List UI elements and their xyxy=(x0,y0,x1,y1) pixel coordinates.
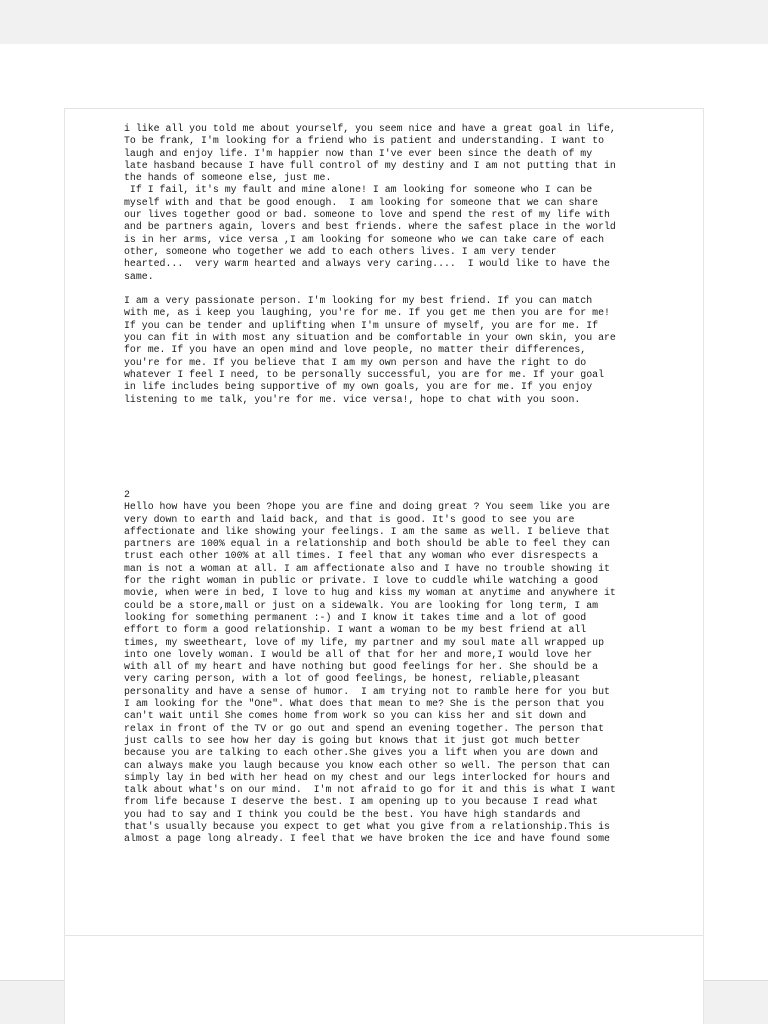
message-text-block-1: i like all you told me about yourself, you seem nice and have a great goal in life, To be frank, I'm looking for a friend who is patient and understanding. I want to laugh and enjoy life. I'm happier now than I've ever been since the death of my late hasband because I have full control of my destiny and I am not putting that in the hands of someone else, just me. If I fail, it's my fault and mine alone! I am looking for someone who I can be myself with and that be good enough. I am looking for someone that we can share our lives together good or bad. someone to love and spend the rest of my life with and be partners again, lovers and best friends. where the safest place in the world is in her arms, vice versa ,I am looking for someone who we can take care of each other, someone who together we add to each others lives. I am very tender hearted... very warm hearted and always very caring.... I would like to have the same. I am a very passionate person. I'm looking for my best friend. If you can match with me, as i keep you laughing, you're for me. If you get me then you are for me! If you can be tender and uplifting when I'm unsure of myself, you are for me. If you can fit in with most any situation and be comfortable in your own skin, you are for me. If you have an open mind and love people, no matter their differences, you're for me. If you believe that I am my own person and have the right to do whatever I feel I need, to be personally successful, you are for me. If your goal in life includes being supportive of my own goals, you are for me. If you enjoy listening to me talk, you're for me. vice versa!, hope to chat with you soon. xyxy=(124,123,616,405)
viewer-top-margin xyxy=(0,0,768,45)
message-text-block-2: 2 Hello how have you been ?hope you are fine and doing great ? You seem like you are very down to earth and laid back, and that is good. It's good to see you are affectionate and like showing your feelings. I am the same as well. I believe that partners are 100% equal in a relationship and both should be able to feel they can trust each other 100% at all times. I feel that any woman who ever disrespects a man is not a woman at all. I am affectionate also and I have no trouble showing it for the right woman in public or private. I love to cuddle while watching a good movie, when were in bed, I love to hug and kiss my woman at anytime and anywhere it could be a store,mall or just on a sidewalk. You are looking for long term, I am looking for something permanent :-) and I know it takes time and a lot of good effort to form a good relationship. I want a woman to be my best friend at all times, my sweetheart, love of my life, my partner and my soul mate all wrapped up into one lovely woman. I would be all of that for her and more,I would love her with all of my heart and have nothing but good feelings for her. She should be a very caring person, with a lot of good feelings, be honest, reliable,pleasant personality and have a sense of humor. I am trying not to ramble here for you but I am looking for the "One". What does that mean to me? She is the person that you can't wait until She comes home from work so you can kiss her and sit down and relax in front of the TV or go out and spend an evening together. The person that just calls to see how her day is going but knows that it just got much better because you are talking to each other.She gives you a lift when you are down and can always make you laugh because you know each other so well. The person that can simply lay in bed with her head on my chest and our legs interlocked for hours and talk about what's on our mind. I'm not afraid to go for it and this is what I want from life because I deserve the best. I am opening up to you because I read what you had to say and I think you could be the best. You have high standards and that's usually because you expect to get what you give from a relationship.This is almost a page long already. I feel that we have broken the ice and have found some xyxy=(124,489,616,845)
page-2-frame xyxy=(64,935,704,1024)
